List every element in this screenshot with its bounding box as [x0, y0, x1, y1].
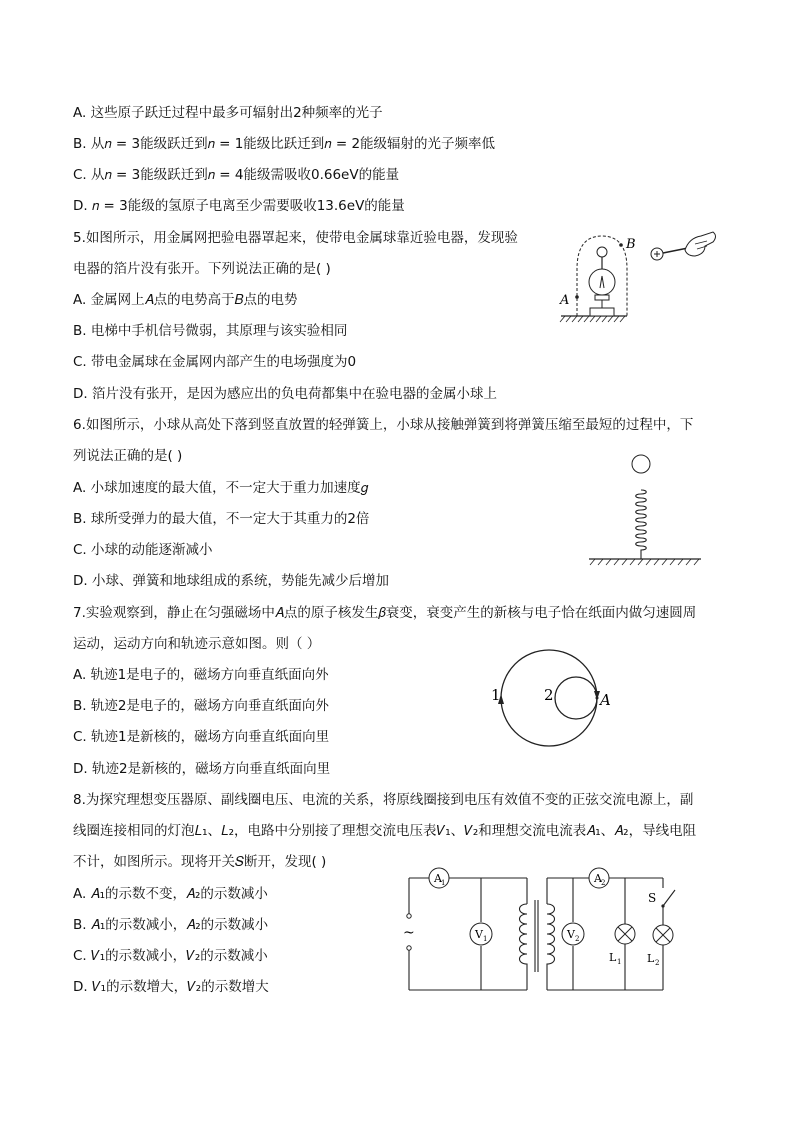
q4-option-a: A. 这些原子跃迁过程中最多可辐射出2种频率的光子: [73, 105, 383, 121]
q5-option-d: D. 箔片没有张开，是因为感应出的负电荷都集中在验电器的金属小球上: [73, 386, 497, 402]
q8-option-b: B. 𝐴₁的示数减小，𝐴₂的示数减小: [73, 917, 269, 933]
source-terminal-bottom: [407, 946, 411, 950]
lamp-l1: [615, 924, 635, 944]
hand-icon: [685, 232, 716, 256]
label-l2-sub: 2: [655, 959, 660, 967]
trajectory-2: [555, 677, 597, 719]
label-point-b: B: [626, 237, 636, 252]
q4-option-c: C. 从𝑛 = 3能级跃迁到𝑛 = 4能级需吸收0.66eV的能量: [73, 167, 400, 183]
q4-option-b: B. 从𝑛 = 3能级跃迁到𝑛 = 1能级比跃迁到𝑛 = 2能级辐射的光子频率低: [73, 136, 496, 152]
q8-stem-line2: 线圈连接相同的灯泡𝐿₁、𝐿₂，电路中分别接了理想交流电压表𝑉₁、𝑉₂和理想交流电流表𝐴₁、𝐴₂，导线电阻: [73, 823, 697, 839]
q7-option-d: D. 轨迹2是新核的，磁场方向垂直纸面向里: [73, 761, 331, 777]
ball: [632, 455, 650, 473]
point-a-marker: [575, 295, 579, 299]
label-a2: A: [594, 872, 602, 885]
q6-option-b: B. 球所受弹力的最大值，不一定大于其重力的2倍: [73, 511, 370, 527]
label-v2: V: [567, 928, 575, 941]
label-a2-sub: 2: [601, 879, 606, 887]
q5-stem-line2: 电器的箔片没有张开。下列说法正确的是( ): [73, 261, 331, 277]
label-v1-sub: 1: [483, 935, 488, 943]
q5-option-b: B. 电梯中手机信号微弱，其原理与该实验相同: [73, 323, 348, 339]
lamp-l2: [653, 925, 673, 945]
secondary-coil: [547, 904, 555, 968]
switch-s: [663, 890, 675, 906]
label-a1: A: [434, 872, 442, 885]
q8-option-c: C. 𝑉₁的示数减小，𝑉₂的示数减小: [73, 948, 268, 964]
decay-trajectory-figure: [488, 640, 618, 755]
label-v1: V: [475, 928, 483, 941]
label-trajectory-2: 2: [544, 686, 554, 704]
spring: [636, 490, 647, 559]
q7-option-c: C. 轨迹1是新核的，磁场方向垂直纸面向里: [73, 729, 330, 745]
q6-stem-line2: 列说法正确的是( ): [73, 448, 183, 464]
primary-coil: [520, 904, 528, 968]
q6-option-a: A. 小球加速度的最大值，不一定大于重力加速度𝑔: [73, 480, 369, 496]
source-terminal-top: [407, 914, 411, 918]
q5-option-c: C. 带电金属球在金属网内部产生的电场强度为0: [73, 354, 357, 370]
q5-option-a: A. 金属网上𝐴点的电势高于𝐵点的电势: [73, 292, 298, 308]
q6-option-d: D. 小球、弹簧和地球组成的系统，势能先减少后增加: [73, 573, 389, 589]
q4-option-d: D. 𝑛 = 3能级的氢原子电离至少需要吸收13.6eV的能量: [73, 198, 405, 214]
transformer-circuit-figure: [395, 864, 695, 994]
q7-stem-line1: 7.实验观察到，静止在匀强磁场中𝐴点的原子核发生𝛽衰变，衰变产生的新核与电子恰在纸面内做匀速圆周: [73, 605, 697, 621]
q7-stem-line2: 运动，运动方向和轨迹示意如图。则（ ）: [73, 636, 321, 652]
q5-stem-line1: 5.如图所示，用金属网把验电器罩起来，使带电金属球靠近验电器，发现验: [73, 230, 518, 246]
label-l1: L: [609, 951, 617, 964]
q6-option-c: C. 小球的动能逐渐减小: [73, 542, 213, 558]
q8-stem-line3: 不计，如图所示。现将开关𝑆断开，发现( ): [73, 854, 327, 870]
q8-option-a: A. 𝐴₁的示数不变，𝐴₂的示数减小: [73, 886, 268, 902]
q8-option-d: D. 𝑉₁的示数增大，𝑉₂的示数增大: [73, 979, 269, 995]
label-trajectory-1: 1: [491, 686, 501, 704]
label-l2: L: [647, 952, 655, 965]
label-a1-sub: 1: [441, 879, 446, 887]
label-point-a: A: [560, 293, 570, 308]
point-b-marker: [619, 243, 623, 247]
label-point-a: A: [600, 691, 611, 709]
q7-option-b: B. 轨迹2是电子的，磁场方向垂直纸面向外: [73, 698, 329, 714]
label-v2-sub: 2: [575, 935, 580, 943]
q7-option-a: A. 轨迹1是电子的，磁场方向垂直纸面向外: [73, 667, 329, 683]
label-l1-sub: 1: [617, 958, 622, 966]
q8-stem-line1: 8.为探究理想变压器原、副线圈电压、电流的关系，将原线圈接到电压有效值不变的正弦交流电源上，副: [73, 792, 694, 808]
ac-source-symbol: ~: [403, 925, 415, 941]
electroscope-figure: [555, 224, 720, 324]
spring-ball-figure: [585, 446, 705, 574]
label-switch: S: [648, 891, 657, 905]
q6-stem-line1: 6.如图所示，小球从高处下落到竖直放置的轻弹簧上，小球从接触弹簧到将弹簧压缩至最短的过程中，下: [73, 417, 694, 433]
